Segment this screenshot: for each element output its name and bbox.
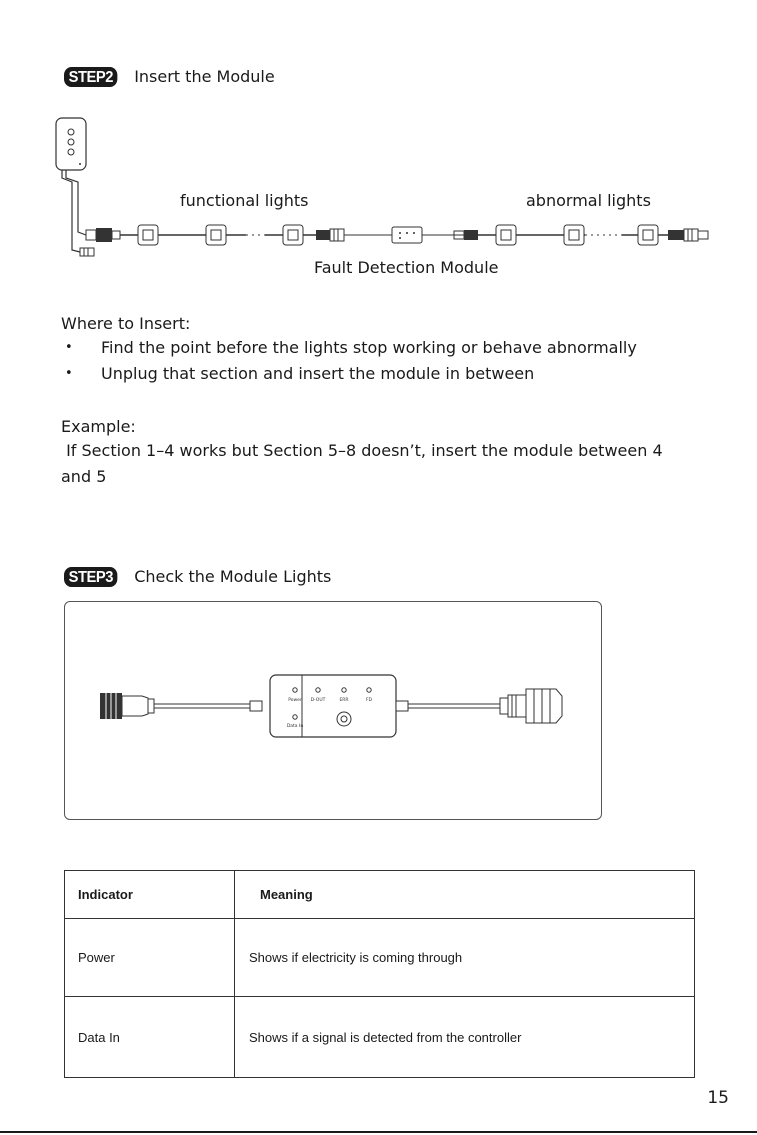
label-fault-detection-module: Fault Detection Module <box>314 258 499 277</box>
fault-detection-module-icon <box>392 227 422 243</box>
label-abnormal-lights: abnormal lights <box>526 191 651 210</box>
light-node-icon <box>206 225 226 245</box>
error-led-label: ERR <box>339 698 349 703</box>
table-header-indicator: Indicator <box>65 871 235 919</box>
left-connector-icon <box>100 693 154 719</box>
light-node-icon <box>138 225 158 245</box>
label-functional-lights: functional lights <box>180 191 309 210</box>
light-node-icon <box>283 225 303 245</box>
example-line-1: If Section 1–4 works but Section 5–8 doesn’t, insert the module between 4 <box>61 441 663 460</box>
step2-heading <box>64 67 275 87</box>
step3-heading <box>64 567 331 587</box>
table-row <box>65 919 695 997</box>
datain-led-label: Data In <box>286 724 304 729</box>
example-heading: Example: <box>61 417 136 436</box>
fd-led-label: FD <box>365 698 373 703</box>
where-heading: Where to Insert: <box>61 314 191 333</box>
right-connector-icon <box>500 689 562 723</box>
page-number: 15 <box>707 1088 729 1108</box>
module-illustration <box>64 601 600 818</box>
list-item: • Find the point before the lights stop working or behave abnormally <box>61 335 711 361</box>
list-item: • Unplug that section and insert the module in between <box>61 361 711 387</box>
light-node-icon <box>564 225 584 245</box>
table-header-row <box>65 871 695 919</box>
fault-detection-module-body <box>270 675 396 737</box>
step2-badge: STEP2 <box>64 67 118 87</box>
dataout-led-label: D-OUT <box>310 698 326 703</box>
where-bullet-list <box>61 335 711 387</box>
example-line-2: and 5 <box>61 467 107 486</box>
table-cell-meaning: Shows if electricity is coming through <box>235 919 695 997</box>
table-header-meaning: Meaning <box>235 871 695 919</box>
step2-title: Insert the Module <box>134 67 275 86</box>
light-node-icon <box>496 225 516 245</box>
bottom-divider <box>0 1131 757 1133</box>
table-cell-indicator: Power <box>65 919 235 997</box>
table-cell-meaning: Shows if a signal is detected from the controller <box>235 997 695 1078</box>
power-led-label: Power <box>288 698 302 703</box>
step3-title: Check the Module Lights <box>134 567 332 586</box>
indicator-table <box>64 870 695 1078</box>
step3-badge: STEP3 <box>64 567 118 587</box>
controller-remote-icon <box>56 118 86 170</box>
table-row <box>65 997 695 1078</box>
light-node-icon <box>638 225 658 245</box>
table-cell-indicator: Data In <box>65 997 235 1078</box>
